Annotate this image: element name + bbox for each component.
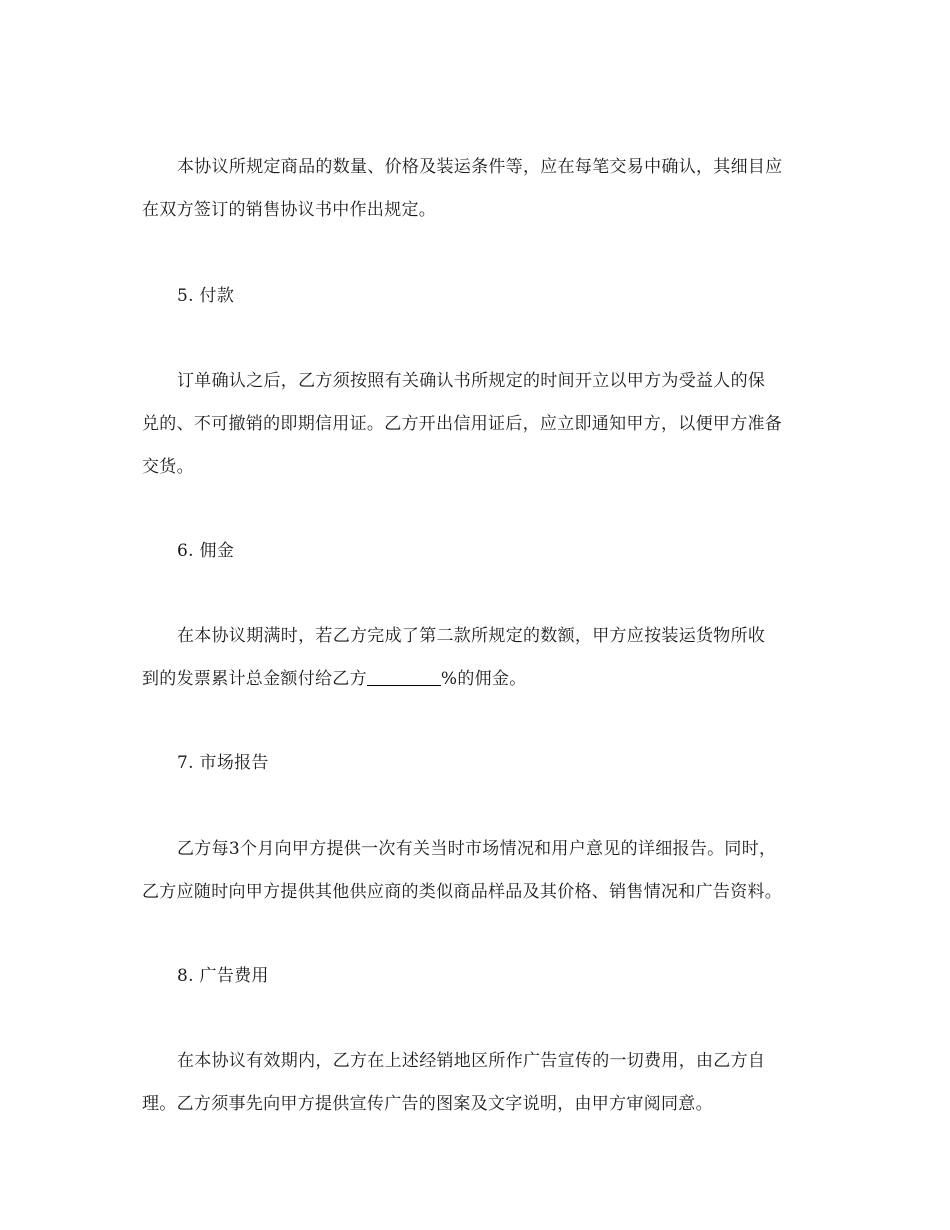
- section-7-line-1: 乙方每3个月向甲方提供一次有关当时市场情况和用户意见的详细报告。同时，: [177, 839, 777, 859]
- section-8-heading: 8. 广告费用: [177, 966, 269, 986]
- section-6-line-1: 在本协议期满时，若乙方完成了第二款所规定的数额，甲方应按装运货物所收: [177, 626, 766, 646]
- section-8-line-2: 理。乙方须事先向甲方提供宣传广告的图案及文字说明，由甲方审阅同意。: [142, 1094, 713, 1114]
- section-8-line-1: 在本协议有效期内，乙方在上述经销地区所作广告宣传的一切费用，由乙方自: [177, 1051, 766, 1071]
- section-5-heading: 5. 付款: [177, 286, 235, 306]
- section-7-heading: 7. 市场报告: [177, 753, 269, 773]
- section-5-line-1: 订单确认之后，乙方须按照有关确认书所规定的时间开立以甲方为受益人的保: [177, 371, 766, 391]
- section-6-line-2: [142, 668, 527, 690]
- intro-line-1: 本协议所规定商品的数量、价格及装运条件等，应在每笔交易中确认，其细目应: [177, 157, 783, 177]
- section-5-line-2: 兑的、不可撤销的即期信用证。乙方开出信用证后，应立即通知甲方，以便甲方准备: [142, 414, 783, 434]
- section-6-line-2-text: 到的发票累计总金额付给乙方: [142, 669, 367, 689]
- section-7-line-2: 乙方应随时向甲方提供其他供应商的类似商品样品及其价格、销售情况和广告资料。: [142, 882, 783, 902]
- section-5-line-3: 交货。: [142, 457, 194, 477]
- section-6-heading: 6. 佣金: [177, 541, 235, 561]
- intro-line-2: 在双方签订的销售协议书中作出规定。: [142, 200, 437, 220]
- commission-percent-blank: [367, 669, 441, 686]
- section-6-line-2-tail: %的佣金。: [440, 669, 527, 689]
